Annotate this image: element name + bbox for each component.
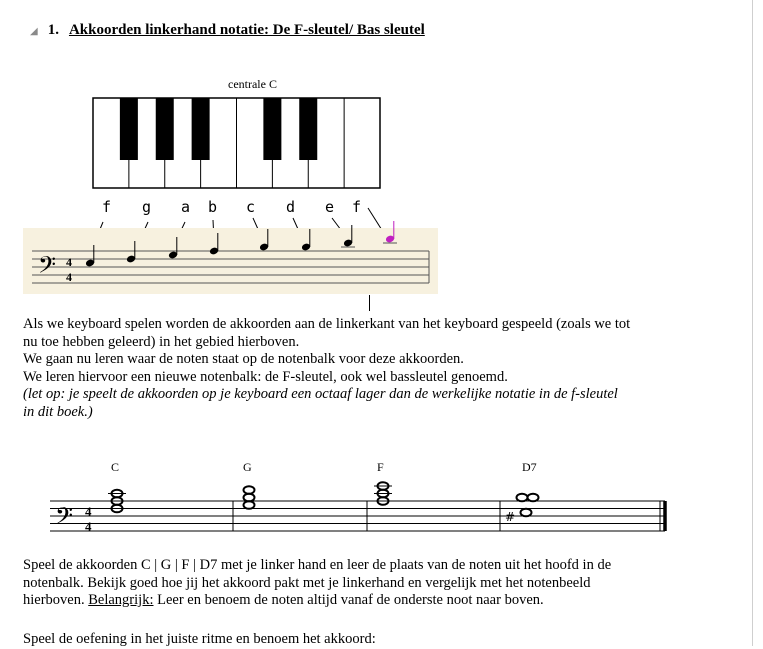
time-signature-top: 4 [85,504,92,519]
note-letter: d [286,198,296,216]
text-line: in dit boek.) [23,403,93,420]
note-letter: g [142,198,152,216]
black-key [120,98,138,160]
whole-note [517,494,528,502]
black-key [156,98,174,160]
chord-name: D7 [522,460,537,474]
text-span: Leer en benoem de noten altijd vanaf de onderste noot naar boven. [153,592,544,608]
triangle-collapse-icon[interactable]: ◢ [30,26,38,37]
text-line: (let op: je speelt de akkoorden op je keyboard een octaaf lager dan de werkelijke notatie in de f-sleutel [23,386,618,402]
black-key [192,98,210,160]
heading-number: 1. [47,22,59,38]
whole-note [244,501,255,509]
text-line [23,592,611,610]
piano-keyboard [93,98,380,188]
time-signature-top: 4 [66,255,72,269]
text-line: nu toe hebben geleerd) in het gebied hierboven. [23,333,300,350]
whole-note [244,486,255,494]
text-line: Speel de akkoorden C | G | F | D7 met je linker hand en leer de plaats van de noten uit het hoofd in de [23,557,612,573]
whole-note [528,494,539,502]
staff-background [23,228,438,294]
exercise-line: Speel de oefening in het juiste ritme en benoem het akkoord: [23,631,376,647]
note-letter: a [181,198,191,216]
chord-notes [108,482,539,516]
note-letter: f [102,198,112,216]
bass-clef-icon: 𝄢 [38,251,57,284]
time-signature-bottom: 4 [85,519,92,534]
text-line: notenbalk. Bekijk goed hoe jij het akkoord pakt met je linkerhand en vergelijk met het notenbeeld [23,574,591,591]
heading-title: Akkoorden linkerhand notatie: De F-sleutel/ Bas sleutel [68,22,425,38]
octave-note [23,386,618,421]
note-letter: c [246,198,256,216]
text-line: Als we keyboard spelen worden de akkoorden aan de linkerkant van het keyboard gespeeld (zoals we tot [23,316,631,332]
chord-staff-lines [50,501,665,531]
instructions-paragraph [23,557,611,610]
chord-name: C [111,460,120,474]
note-letter: f [352,198,362,216]
important-label: Belangrijk: [88,592,154,608]
chord-name: F [377,460,384,474]
whole-note [521,509,532,517]
note-letter: b [208,198,218,216]
text-span: hierboven. [23,592,89,608]
bass-clef-icon: 𝄢 [55,502,74,535]
black-key [299,98,317,160]
keyboard-caption: centrale C [228,77,277,91]
whole-note [244,494,255,502]
text-cursor [369,295,370,311]
black-key [263,98,281,160]
chord-names [111,460,537,474]
chord-name: G [243,460,252,474]
intro-paragraph [23,316,630,386]
sharp-accidental: # [505,510,516,524]
time-signature-bottom: 4 [66,270,72,284]
note-letter: e [325,198,335,216]
text-line: We leren hiervoor een nieuwe notenbalk: de F-sleutel, ook wel bassleutel genoemd. [23,368,508,385]
note-letters [102,198,361,216]
text-line: We gaan nu leren waar de noten staat op de notenbalk voor deze akkoorden. [23,351,464,367]
